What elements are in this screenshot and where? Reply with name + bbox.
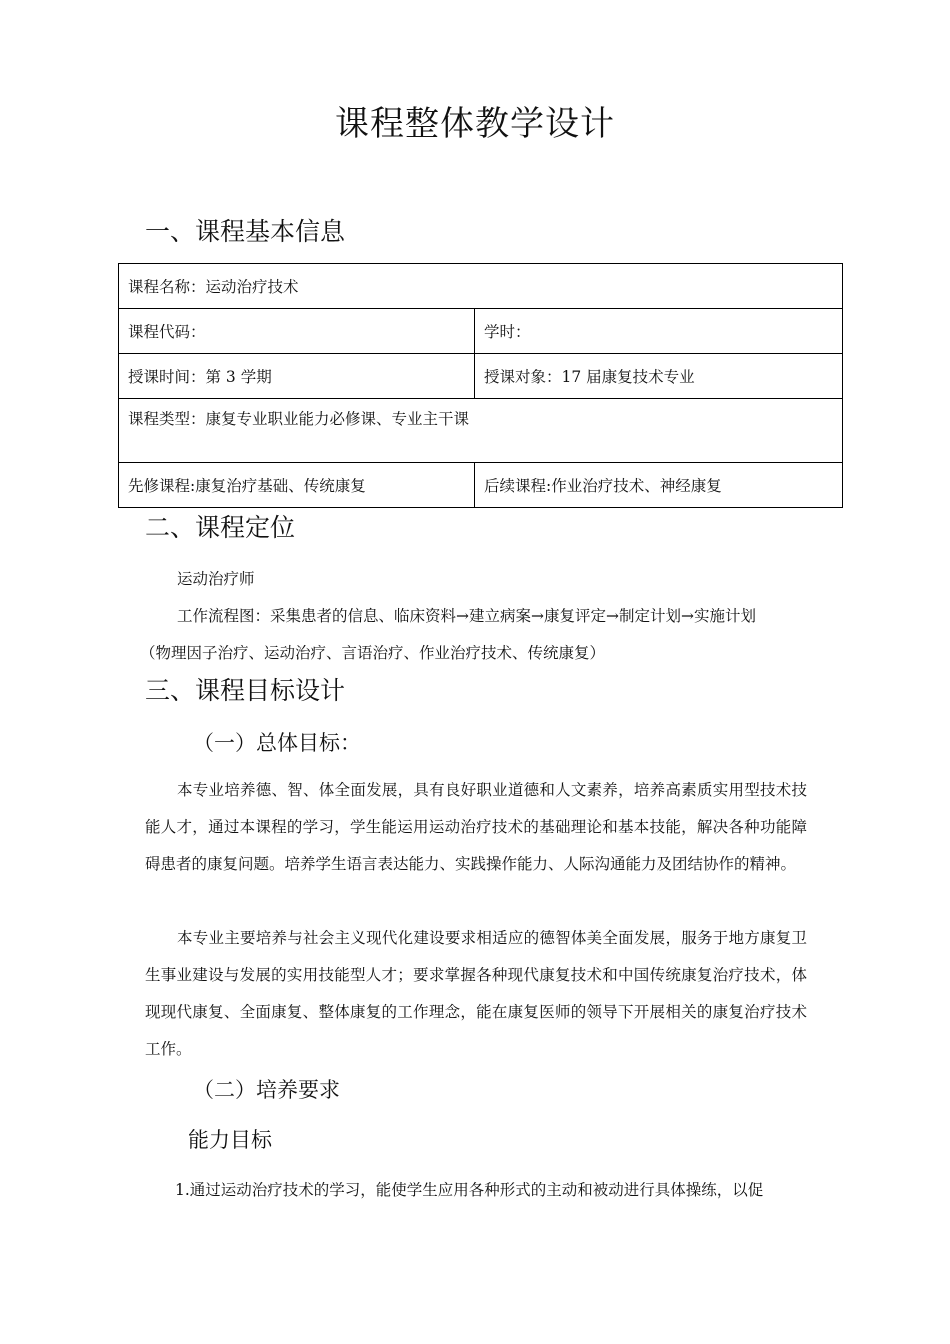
term-cell: 授课时间：第 3 学期 <box>119 354 475 399</box>
overall-goal-paragraph-1: 本专业培养德、智、体全面发展，具有良好职业道德和人文素养，培养高素质实用型技术技能人才，通过本课程的学习，学生能运用运动治疗技术的基础理论和基本技能，解决各种功能障碍患者的康复问题。培养学生语言表达能力、实践操作能力、人际沟通能力及团结协作的精神。 <box>145 781 807 873</box>
section-heading-basic-info: 一、课程基本信息 <box>145 217 346 246</box>
table-row <box>119 399 843 463</box>
subsection-heading-requirements: （二）培养要求 <box>193 1078 340 1102</box>
course-info-table <box>118 263 843 508</box>
course-name-cell: 课程名称：运动治疗技术 <box>119 264 843 309</box>
ability-goal-item-1: 1.通过运动治疗技术的学习，能使学生应用各种形式的主动和被动进行具体操练，以促 <box>175 1181 764 1199</box>
workflow-text: 工作流程图：采集患者的信息、临床资料→建立病案→康复评定→制定计划→实施计划 <box>177 607 756 625</box>
table-row <box>119 264 843 309</box>
role-text: 运动治疗师 <box>177 570 255 588</box>
table-row <box>119 309 843 354</box>
section-heading-positioning: 二、课程定位 <box>145 513 296 542</box>
subsection-heading-overall-goal: （一）总体目标： <box>193 731 361 755</box>
audience-cell: 授课对象：17 届康复技术专业 <box>475 354 843 399</box>
prerequisite-cell: 先修课程:康复治疗基础、传统康复 <box>119 463 475 508</box>
course-code-cell: 课程代码： <box>119 309 475 354</box>
ability-goal-heading: 能力目标 <box>188 1128 272 1152</box>
table-row <box>119 463 843 508</box>
table-row <box>119 354 843 399</box>
hours-cell: 学时： <box>475 309 843 354</box>
course-type-cell: 课程类型：康复专业职业能力必修课、专业主干课 <box>119 399 843 463</box>
workflow-text-continued: （物理因子治疗、运动治疗、言语治疗、作业治疗技术、传统康复） <box>140 644 606 662</box>
document-title: 课程整体教学设计 <box>335 104 615 144</box>
overall-goal-paragraph-2: 本专业主要培养与社会主义现代化建设要求相适应的德智体美全面发展，服务于地方康复卫生事业建设与发展的实用技能型人才；要求掌握各种现代康复技术和中国传统康复治疗技术，体现现代康复、全面康复、整体康复的工作理念，能在康复医师的领导下开展相关的康复治疗技术工作。 <box>145 929 807 1058</box>
followup-cell: 后续课程:作业治疗技术、神经康复 <box>475 463 843 508</box>
section-heading-objectives: 三、课程目标设计 <box>145 676 346 705</box>
